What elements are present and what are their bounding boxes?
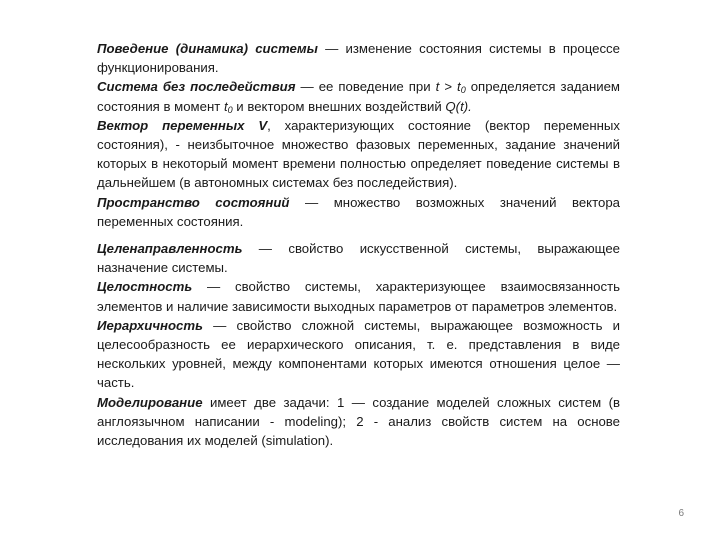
term-state-space: Пространство состояний <box>97 194 290 210</box>
paragraph-purpose <box>97 239 620 277</box>
definition-modeling: имеет две задачи: 1 — создание моделей сложных систем (в англоязычном написании - modeling); 2 - анализ свойств систем на основе исследования их моделей (simulation). <box>97 394 620 449</box>
definition-hierarchy: — свойство сложной системы, выражающее возможность и целесообразность ее иерархического описания, т. е. представления в виде нескольких уровней, между компонентами которых имеются отношения целое — часть. <box>97 317 620 391</box>
symbol-t0-second: $t_0$ <box>223 98 233 115</box>
symbol-t: t <box>435 79 440 95</box>
definition-vector: , характеризующих состояние (вектор переменных состояния), - неизбыточное множество фазовых переменных, задание значений которых в некоторый момент времени полностью определяет поведение системы в дальнейшем (в автономных системах без последействия). <box>97 117 620 191</box>
text-no-aftereffect-2: определяется заданием состояния в момент <box>97 79 620 114</box>
symbol-gt: > <box>439 79 458 95</box>
page-number: 6 <box>678 508 684 519</box>
term-modeling: Моделирование <box>97 394 203 410</box>
term-hierarchy: Иерархичность <box>97 317 203 333</box>
term-purpose: Целенаправленность <box>97 241 243 257</box>
paragraph-behavior <box>97 39 620 77</box>
definition-integrity: — свойство системы, характеризующее взаимосвязанность элементов и наличие зависимости выходных параметров от параметров элементов. <box>97 279 620 314</box>
term-vector: Вектор переменных V <box>97 117 268 133</box>
paragraph-integrity <box>97 277 620 315</box>
text-no-aftereffect-1: — ее поведение при <box>295 79 436 95</box>
term-behavior: Поведение (динамика) системы <box>97 41 318 56</box>
definition-purpose: — свойство искусственной системы, выражающее назначение системы. <box>97 241 620 276</box>
paragraph-no-aftereffect <box>97 77 620 115</box>
definition-behavior: — изменение состояния системы в процессе функционирования. <box>97 41 620 76</box>
slide-text <box>97 39 620 450</box>
text-no-aftereffect-3: и вектором внешних воздействий <box>232 98 446 114</box>
symbol-qt: Q(t). <box>445 98 472 114</box>
symbol-t0: $t_0$ <box>457 79 466 96</box>
definition-state-space: — множество возможных значений вектора переменных состояния. <box>97 194 620 229</box>
paragraph-gap <box>97 231 620 239</box>
paragraph-hierarchy <box>97 316 620 393</box>
paragraph-state-space <box>97 193 620 231</box>
paragraph-vector <box>97 116 620 193</box>
term-integrity: Целостность <box>97 279 193 295</box>
term-no-aftereffect: Система без последействия <box>97 79 296 95</box>
paragraph-modeling <box>97 393 620 451</box>
